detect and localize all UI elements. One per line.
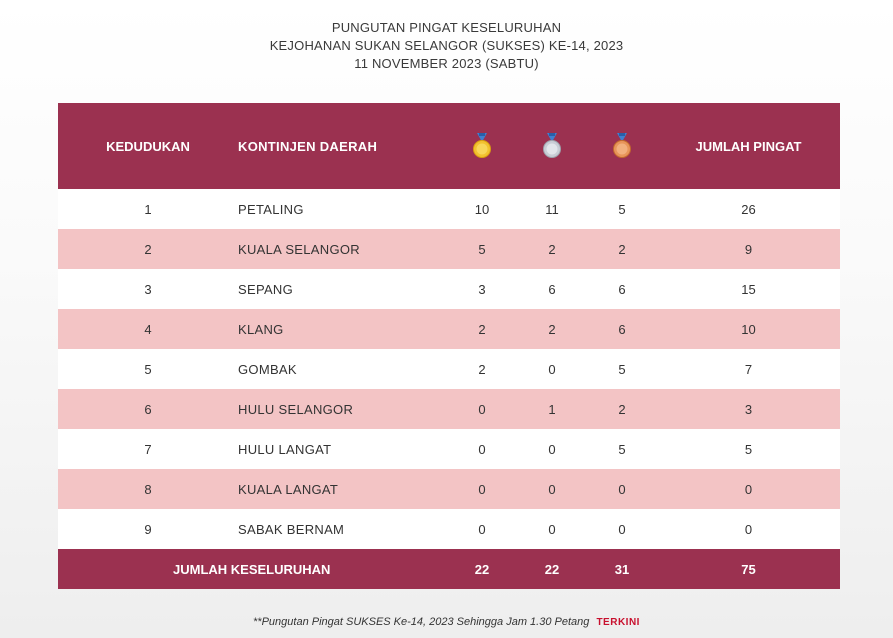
cell-silver: 1 <box>548 401 556 417</box>
total-bronze: 31 <box>614 561 630 577</box>
cell-bronze: 6 <box>618 281 626 297</box>
cell-total: 26 <box>741 201 756 217</box>
header-gold <box>447 132 517 160</box>
cell-gold: 2 <box>478 321 486 337</box>
cell-gold: 5 <box>478 241 486 257</box>
cell-bronze: 0 <box>618 481 626 497</box>
cell-silver: 2 <box>548 321 556 337</box>
total-label: JUMLAH KESELURUHAN <box>173 561 331 577</box>
cell-bronze: 5 <box>618 441 626 457</box>
cell-gold: 0 <box>478 481 486 497</box>
cell-gold: 3 <box>478 281 486 297</box>
cell-rank: 7 <box>144 441 152 457</box>
cell-silver: 6 <box>548 281 556 297</box>
cell-rank: 8 <box>144 481 152 497</box>
gold-medal-icon <box>472 132 492 160</box>
cell-bronze: 2 <box>618 241 626 257</box>
cell-bronze: 5 <box>618 201 626 217</box>
cell-total: 3 <box>744 401 753 417</box>
page-title <box>0 19 893 73</box>
cell-rank: 2 <box>144 241 152 257</box>
silver-medal-icon <box>542 132 562 160</box>
table-total-row <box>58 549 840 589</box>
cell-contingent: HULU SELANGOR <box>238 401 354 417</box>
footer-note <box>0 616 893 628</box>
table-row <box>58 469 840 509</box>
cell-contingent: GOMBAK <box>238 361 297 377</box>
cell-gold: 0 <box>478 441 486 457</box>
cell-contingent: SEPANG <box>238 281 294 297</box>
cell-rank: 3 <box>144 281 152 297</box>
cell-bronze: 6 <box>618 321 626 337</box>
cell-total: 15 <box>741 281 756 297</box>
title-line-1: PUNGUTAN PINGAT KESELURUHAN <box>331 20 562 35</box>
cell-contingent: KUALA LANGAT <box>238 481 339 497</box>
cell-rank: 9 <box>144 521 152 537</box>
header-rank: KEDUDUKAN <box>106 138 190 154</box>
title-line-2: KEJOHANAN SUKAN SELANGOR (SUKSES) KE-14, 2023 <box>269 38 624 53</box>
table-row <box>58 309 840 349</box>
cell-silver: 0 <box>548 521 556 537</box>
table-row <box>58 429 840 469</box>
cell-rank: 4 <box>144 321 152 337</box>
header-total: JUMLAH PINGAT <box>695 138 802 154</box>
cell-total: 5 <box>744 441 753 457</box>
cell-contingent: PETALING <box>238 201 304 217</box>
cell-total: 7 <box>744 361 753 377</box>
cell-contingent: KLANG <box>238 321 284 337</box>
cell-total: 9 <box>744 241 753 257</box>
cell-bronze: 0 <box>618 521 626 537</box>
table-row <box>58 229 840 269</box>
table-header <box>58 103 840 189</box>
cell-rank: 1 <box>144 201 152 217</box>
cell-bronze: 5 <box>618 361 626 377</box>
header-bronze <box>587 132 657 160</box>
cell-contingent: HULU LANGAT <box>238 441 332 457</box>
cell-gold: 10 <box>474 201 490 217</box>
cell-total: 0 <box>744 481 753 497</box>
cell-silver: 11 <box>545 201 559 217</box>
cell-gold: 0 <box>478 521 486 537</box>
table-row <box>58 269 840 309</box>
cell-total: 0 <box>744 521 753 537</box>
cell-silver: 0 <box>548 481 556 497</box>
total-silver: 22 <box>544 561 560 577</box>
cell-contingent: SABAK BERNAM <box>238 521 345 537</box>
cell-bronze: 2 <box>618 401 626 417</box>
total-gold: 22 <box>474 561 490 577</box>
header-contingent: KONTINJEN DAERAH <box>238 138 378 154</box>
cell-gold: 0 <box>478 401 486 417</box>
cell-gold: 2 <box>478 361 486 377</box>
cell-silver: 2 <box>548 241 556 257</box>
table-row <box>58 189 840 229</box>
cell-contingent: KUALA SELANGOR <box>238 241 360 257</box>
medal-table <box>58 103 840 589</box>
table-row <box>58 389 840 429</box>
cell-rank: 6 <box>144 401 152 417</box>
bronze-medal-icon <box>612 132 632 160</box>
total-all: 75 <box>741 561 756 577</box>
brand-logo: TERKINI <box>596 617 640 628</box>
cell-total: 10 <box>741 321 756 337</box>
cell-silver: 0 <box>548 361 556 377</box>
table-row <box>58 509 840 549</box>
footer-text: **Pungutan Pingat SUKSES Ke-14, 2023 Sehingga Jam 1.30 Petang <box>253 616 590 628</box>
header-silver <box>517 132 587 160</box>
cell-silver: 0 <box>548 441 556 457</box>
title-line-3: 11 NOVEMBER 2023 (SABTU) <box>354 56 539 71</box>
table-row <box>58 349 840 389</box>
cell-rank: 5 <box>144 361 152 377</box>
